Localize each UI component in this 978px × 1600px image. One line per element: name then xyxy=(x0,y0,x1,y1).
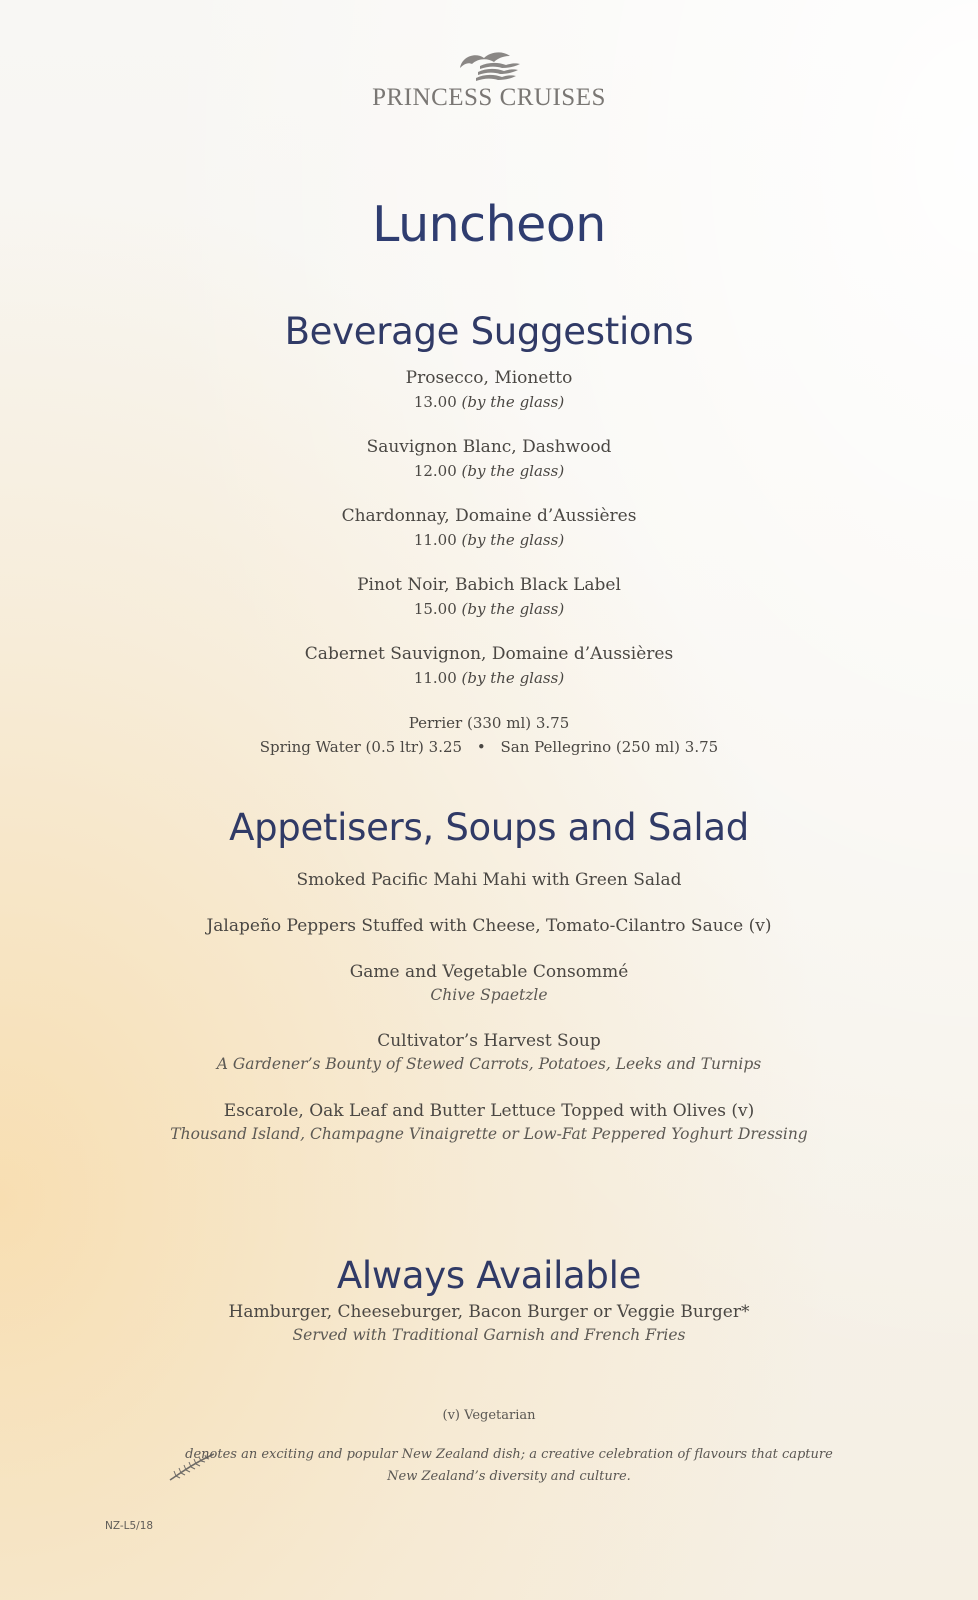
beverage-note: (by the glass) xyxy=(461,669,565,687)
menu-item xyxy=(0,1099,978,1145)
beverage-price: 12.00 xyxy=(413,462,457,480)
menu-item xyxy=(0,868,978,892)
beverage-heading: Beverage Suggestions xyxy=(284,310,694,353)
beverage-item xyxy=(0,366,978,414)
beverage-item xyxy=(0,573,978,621)
beverage-note: (by the glass) xyxy=(461,393,565,411)
beverage-name: Prosecco, Mionetto xyxy=(405,368,573,388)
nz-note-line-2: New Zealand’s diversity and culture. xyxy=(387,1469,631,1484)
san-pellegrino: San Pellegrino (250 ml) 3.75 xyxy=(500,738,719,756)
beverage-price-line xyxy=(0,390,978,414)
beverage-name: Sauvignon Blanc, Dashwood xyxy=(366,437,612,457)
beverage-item xyxy=(0,642,978,690)
beverage-price: 15.00 xyxy=(413,600,457,618)
dish-description: Chive Spaetzle xyxy=(430,986,548,1004)
dish-description: Thousand Island, Champagne Vinaigrette or Low-Fat Peppered Yoghurt Dressing xyxy=(170,1125,808,1143)
beverage-note: (by the glass) xyxy=(461,462,565,480)
nz-dish-note xyxy=(0,1444,978,1488)
perrier-line: Perrier (330 ml) 3.75 xyxy=(408,714,570,732)
beverage-price-line xyxy=(0,528,978,552)
nz-note-line-1: denotes an exciting and popular New Zealand dish; a creative celebration of flavours that capture xyxy=(185,1447,833,1462)
always-available-heading: Always Available xyxy=(336,1254,642,1297)
menu-item xyxy=(0,1300,978,1346)
dish-name: Cultivator’s Harvest Soup xyxy=(377,1031,601,1051)
beverage-price-line xyxy=(0,459,978,483)
brand-name: PRINCESS CRUISES xyxy=(372,84,606,111)
beverage-name: Chardonnay, Domaine d’Aussières xyxy=(341,506,637,526)
beverage-price: 11.00 xyxy=(413,669,457,687)
dish-name: Hamburger, Cheeseburger, Bacon Burger or Veggie Burger* xyxy=(228,1302,750,1322)
water-line xyxy=(0,735,978,759)
menu-item xyxy=(0,960,978,1006)
beverage-item xyxy=(0,504,978,552)
beverage-item xyxy=(0,435,978,483)
menu-code: NZ-L5/18 xyxy=(105,1520,154,1532)
beverage-name: Cabernet Sauvignon, Domaine d’Aussières xyxy=(304,644,674,664)
beverage-price: 13.00 xyxy=(413,393,457,411)
vegetarian-legend: (v) Vegetarian xyxy=(442,1408,536,1423)
brand-logo xyxy=(0,48,978,112)
water-list xyxy=(0,711,978,759)
appetisers-heading: Appetisers, Soups and Salad xyxy=(229,806,749,849)
beverage-price: 11.00 xyxy=(413,531,457,549)
beverage-note: (by the glass) xyxy=(461,600,565,618)
beverage-note: (by the glass) xyxy=(461,531,565,549)
dish-description: Served with Traditional Garnish and French Fries xyxy=(292,1326,686,1344)
dish-name: Game and Vegetable Consommé xyxy=(349,962,629,982)
dish-name: Smoked Pacific Mahi Mahi with Green Salad xyxy=(296,870,682,890)
spring-water: Spring Water (0.5 ltr) 3.25 xyxy=(259,738,463,756)
menu-title: Luncheon xyxy=(372,196,606,253)
beverage-price-line xyxy=(0,666,978,690)
bullet-separator: • xyxy=(476,738,486,756)
dish-description: A Gardener’s Bounty of Stewed Carrots, Potatoes, Leeks and Turnips xyxy=(216,1055,762,1073)
dish-name: Escarole, Oak Leaf and Butter Lettuce Topped with Olives (v) xyxy=(223,1101,755,1121)
menu-item xyxy=(0,914,978,938)
beverage-name: Pinot Noir, Babich Black Label xyxy=(357,575,621,595)
dish-name: Jalapeño Peppers Stuffed with Cheese, Tomato-Cilantro Sauce (v) xyxy=(206,916,772,936)
princess-cruises-seawitch-logo-icon xyxy=(454,48,524,82)
menu-item xyxy=(0,1029,978,1075)
beverage-price-line xyxy=(0,597,978,621)
